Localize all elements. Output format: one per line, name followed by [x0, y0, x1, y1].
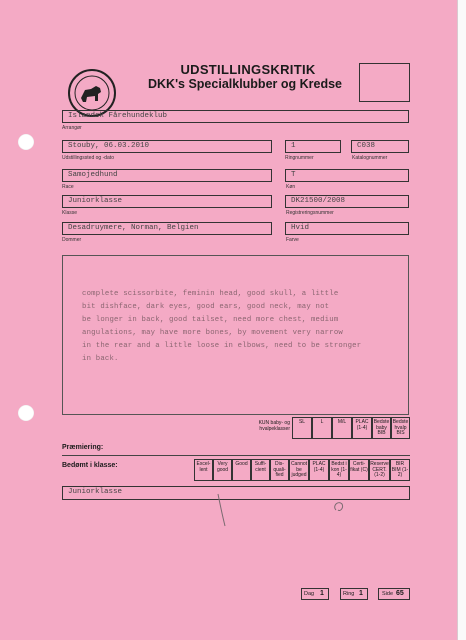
- registrering-value: DK21500/2008: [291, 197, 346, 205]
- puppy-col-ml[interactable]: M/L: [332, 417, 352, 439]
- prem-col-sufficient[interactable]: Suffi-cient: [251, 459, 270, 481]
- race-field[interactable]: [62, 169, 272, 182]
- form-title: UDSTILLINGSKRITIK: [180, 62, 316, 77]
- klasse-field[interactable]: [62, 195, 272, 208]
- race-value: Samojedhund: [68, 171, 118, 179]
- farve-value: Hvid: [291, 224, 310, 232]
- ring-label: Ring: [343, 591, 355, 597]
- sted-dato-label: Udstillingssted og -dato: [62, 155, 114, 161]
- registrering-label: Registreringsnummer: [286, 210, 334, 216]
- premiering-heading: Præmiering:: [62, 444, 104, 451]
- klasse-value: Juniorklasse: [68, 197, 123, 205]
- critique-line: in the rear and a little loose in elbows, need to be stronger: [82, 342, 362, 350]
- punch-hole-top: [18, 134, 34, 150]
- puppy-col-baby[interactable]: Bedste baby BIB: [372, 417, 391, 439]
- puppy-col-sl[interactable]: SL: [292, 417, 312, 439]
- ringnummer-label: Ringnummer: [285, 155, 314, 161]
- klasse-label: Klasse: [62, 210, 78, 216]
- dommer-field[interactable]: [62, 222, 272, 235]
- prem-col-disqualified[interactable]: Dis-quali-fied: [270, 459, 289, 481]
- puppy-col-hvalp[interactable]: Bedste hvalp BIS: [391, 417, 410, 439]
- kon-value: T: [291, 171, 296, 179]
- side-value: 65: [396, 590, 404, 597]
- sted-dato-value: Stouby, 06.03.2010: [68, 142, 150, 150]
- side-box[interactable]: [378, 588, 410, 600]
- katalognummer-field[interactable]: [351, 140, 409, 153]
- side-label: Side: [382, 591, 394, 597]
- top-right-box: [359, 63, 410, 102]
- bedomt-klasse-value: Juniorklasse: [68, 488, 123, 496]
- puppy-caption: KUN baby- og hvalpeklasser: [258, 420, 290, 432]
- prem-col-bedst-kon[interactable]: Bedst i kon (1-4): [329, 459, 349, 481]
- form-subtitle: DKK's Specialklubber og Kredse: [147, 77, 342, 91]
- dag-box[interactable]: [301, 588, 329, 600]
- critique-line: be longer in back, good tailset, need more chest, medium: [82, 316, 339, 324]
- ring-value: 1: [359, 590, 363, 597]
- arrangor-value: Islandsk Fårehundeklub: [68, 112, 168, 120]
- bedomt-label: Bedømt i klasse:: [62, 462, 118, 469]
- katalognummer-label: Katalognummer: [352, 155, 388, 161]
- sted-dato-field[interactable]: [62, 140, 272, 153]
- farve-field[interactable]: [285, 222, 409, 235]
- prem-col-very-good[interactable]: Very good: [213, 459, 232, 481]
- dommer-label: Dommer: [62, 237, 82, 243]
- registrering-field[interactable]: [285, 195, 409, 208]
- arrangor-field[interactable]: [62, 110, 409, 123]
- kon-label: Køn: [286, 184, 296, 190]
- prem-col-excellent[interactable]: Excel-lent: [194, 459, 213, 481]
- dag-value: 1: [320, 590, 324, 597]
- ringnummer-field[interactable]: [285, 140, 341, 153]
- dommer-value: Desadruymere, Norman, Belgien: [68, 224, 199, 232]
- race-label: Race: [62, 184, 74, 190]
- prem-col-plac[interactable]: PLAC (1-4): [309, 459, 329, 481]
- prem-col-cannot-judge[interactable]: Cannot be judged: [289, 459, 309, 481]
- critique-line: bit dishface, dark eyes, good ears, good neck, may not: [82, 303, 330, 311]
- punch-hole-bottom: [18, 405, 34, 421]
- critique-line: complete scissorbite, feminin head, good skull, a little: [82, 290, 339, 298]
- handwritten-mark-icon: [212, 490, 242, 530]
- puppy-col-l[interactable]: L: [312, 417, 332, 439]
- arrangor-label: Arrangør: [62, 125, 82, 131]
- dag-label: Dag: [304, 591, 315, 597]
- katalognummer-value: C038: [357, 142, 376, 150]
- prem-col-bir-bim[interactable]: BIR BIM (1-2): [390, 459, 410, 481]
- puppy-col-plac[interactable]: PLAC (1-4): [352, 417, 372, 439]
- prem-col-certifikat[interactable]: Certi-fikat (C): [349, 459, 369, 481]
- premiering-divider: [62, 455, 410, 456]
- ringnummer-value: 1: [291, 142, 296, 150]
- critique-line: in back.: [82, 355, 119, 363]
- ring-box[interactable]: [340, 588, 368, 600]
- farve-label: Farve: [286, 237, 299, 243]
- prem-col-good[interactable]: Good: [232, 459, 251, 481]
- handwritten-scribble-icon: [330, 490, 350, 520]
- critique-line: angulations, may have more bones, by movement very narrow: [82, 329, 343, 337]
- prem-col-reserve-cert[interactable]: Reserve CERT. (1-2): [369, 459, 390, 481]
- page-edge: [457, 0, 466, 640]
- kon-field[interactable]: [285, 169, 409, 182]
